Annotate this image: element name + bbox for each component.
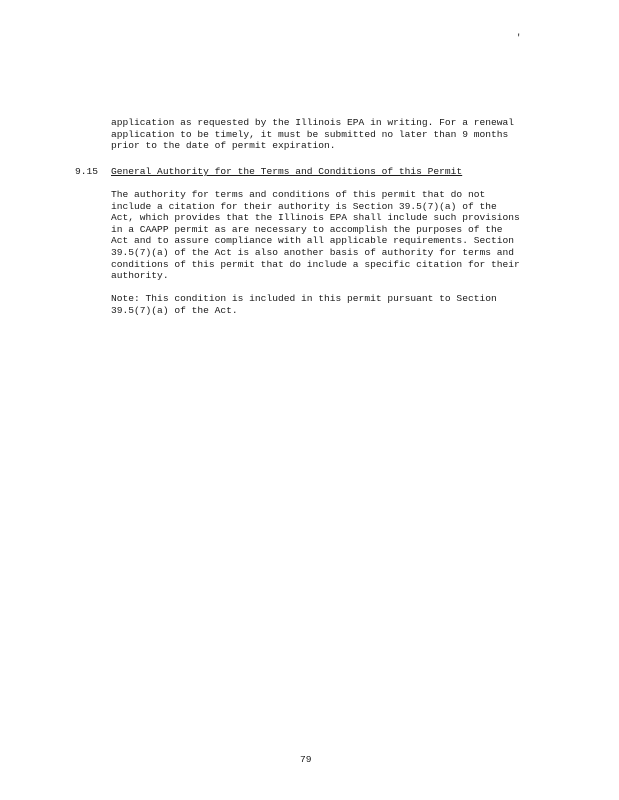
section-number: 9.15 [75, 166, 99, 177]
page-number: 79 [300, 754, 312, 765]
corner-mark: ' [516, 33, 522, 43]
section-heading: General Authority for the Terms and Conditions of this Permit [111, 166, 463, 177]
note-paragraph: Note: This condition is included in this permit pursuant to Section 39.5(7)(a) of the Act. [111, 293, 497, 316]
continued-paragraph: application as requested by the Illinois EPA in writing. For a renewal application to be timely, it must be submitted no later than 9 months prior to the date of permit expiration. [111, 117, 515, 152]
authority-paragraph: The authority for terms and conditions of this permit that do not include a citation for their authority is Section 39.5(7)(a) of the Act, which provides that the Illinois EPA shall include such provisions in a CAAPP permit as are necessary to accomplish the purposes of the Act and to assure compliance with all applicable requirements. Section 39.5(7)(a) of the Act is also another basis of authority for terms and conditions of this permit that do include a specific citation for their authority. [111, 189, 520, 282]
